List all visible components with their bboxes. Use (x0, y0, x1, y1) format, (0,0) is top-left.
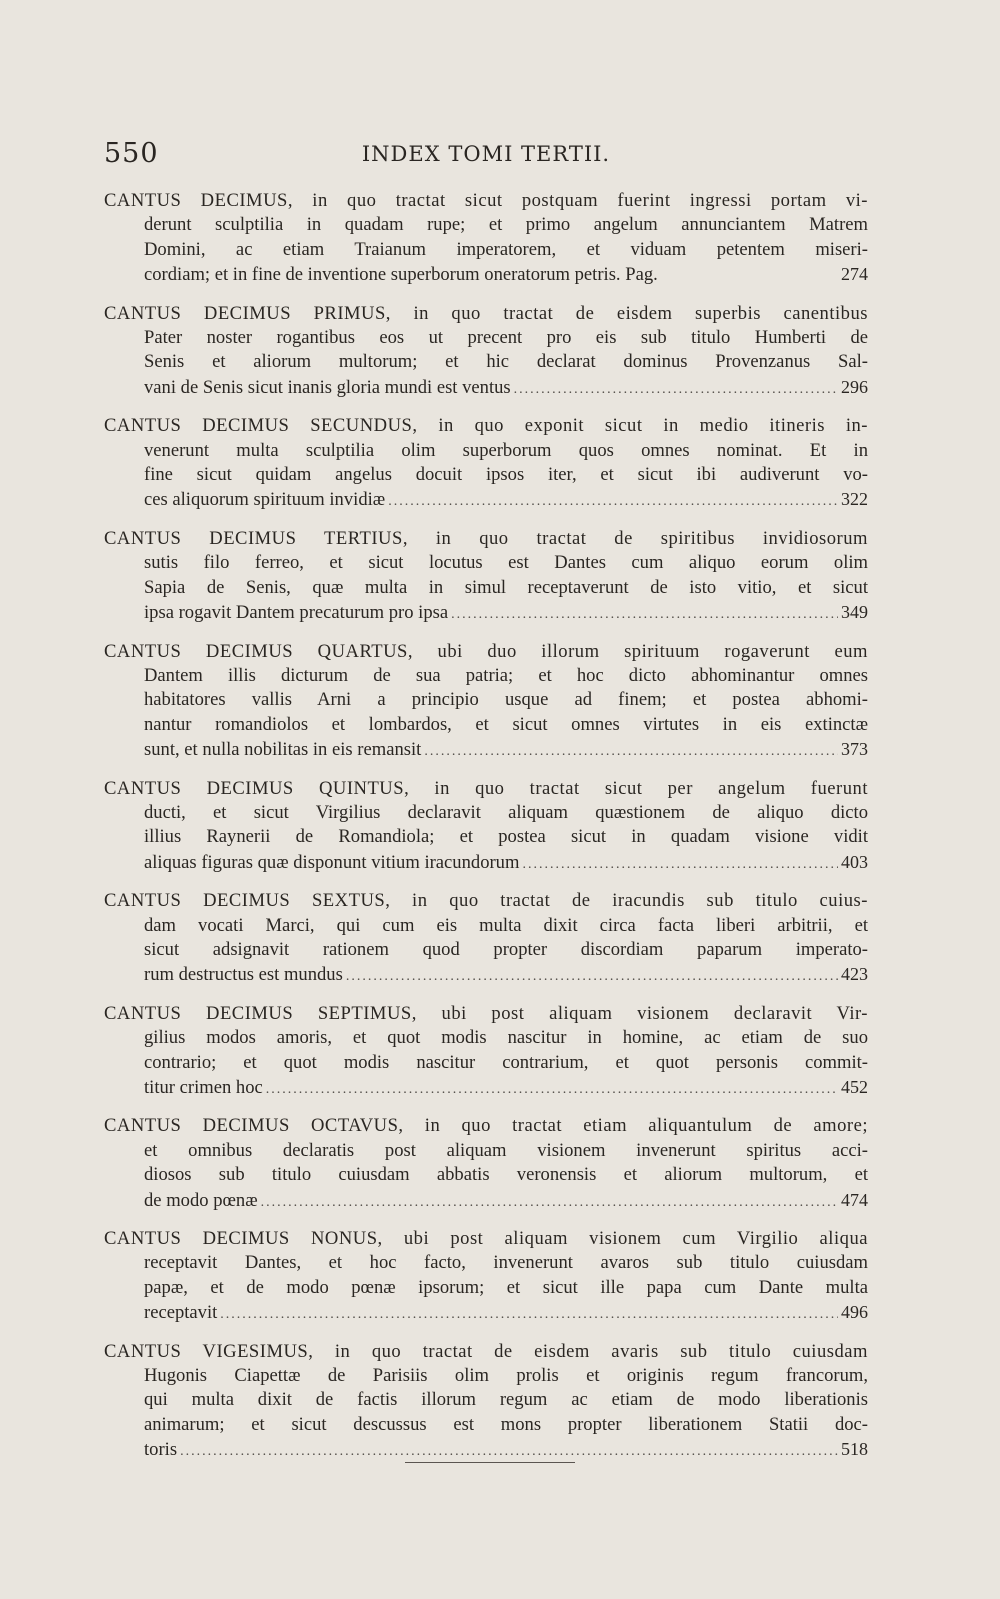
entry-heading-line: CANTUS DECIMUS OCTAVUS, in quo tractat etiam aliquantulum de amore; (104, 1115, 868, 1137)
index-entry (104, 777, 868, 878)
entry-page-ref: 349 (841, 602, 868, 623)
entry-last-line (104, 850, 868, 877)
entry-last-text: titur crimen hoc (144, 1077, 263, 1098)
entry-line: sicut adsignavit rationem quod propter discordiam paparum imperato- (144, 938, 868, 960)
entry-heading-line: CANTUS DECIMUS TERTIUS, in quo tractat de spiritibus invidiosorum (104, 527, 868, 549)
entry-line: animarum; et sicut descussus est mons propter liberationem Statii doc- (144, 1413, 868, 1435)
entry-heading-line: CANTUS DECIMUS QUARTUS, ubi duo illorum spirituum rogaverunt eum (104, 640, 868, 662)
index-entry (104, 889, 868, 990)
dot-leader (522, 853, 838, 877)
entry-line: sutis filo ferreo, et sicut locutus est Dantes cum aliquo eorum olim (144, 552, 868, 574)
entry-last-line (104, 262, 868, 289)
index-entry (104, 189, 868, 290)
entry-line: dam vocati Marci, qui cum eis multa dixit circa facta liberi arbitrii, et (144, 914, 868, 936)
entry-last-text: ipsa rogavit Dantem precaturum pro ipsa (144, 602, 449, 624)
entry-heading-line: CANTUS DECIMUS, in quo tractat sicut postquam fuerint ingressi portam vi- (104, 190, 868, 211)
entry-last-line (104, 1075, 868, 1102)
entry-line: derunt sculptilia in quadam rupe; et primo angelum annunciantem Matrem (144, 214, 868, 236)
entry-line: Pater noster rogantibus eos ut precent pro eis sub titulo Humberti de (144, 327, 868, 349)
entry-last-line (104, 737, 868, 764)
index-entry (104, 640, 868, 765)
entry-line: nantur romandiolos et lombardos, et sicut omnes virtutes in eis extinctæ (144, 713, 868, 735)
entry-line: fine sicut quidam angelus docuit ipsos iter, et sicut ibi audiverunt vo- (144, 464, 868, 486)
entry-last-line (104, 1188, 868, 1215)
entry-line: diosos sub titulo cuiusdam abbatis veronensis et aliorum multorum, et (144, 1164, 868, 1186)
index-entry (104, 1114, 868, 1215)
page-header (104, 138, 868, 172)
entry-heading-line: CANTUS DECIMUS NONUS, ubi post aliquam visionem cum Virgilio aliqua (104, 1228, 868, 1250)
dot-leader (388, 490, 838, 514)
entry-heading-line: CANTUS DECIMUS SEPTIMUS, ubi post aliquam visionem declaravit Vir- (104, 1002, 868, 1024)
entry-last-text: cordiam; et in fine de inventione superborum oneratorum petris. Pag. (144, 264, 658, 286)
index-entries (104, 189, 868, 1477)
entry-line: Dantem illis dicturum de sua patria; et hoc dicto abhominantur omnes (144, 664, 868, 686)
entry-line: contrario; et quot modis nascitur contrarium, et quot personis commit- (144, 1051, 868, 1073)
entry-line: et omnibus declaratis post aliquam visionem invenerunt spiritus acci- (144, 1139, 868, 1161)
entry-last-text: aliquas figuras quæ disponunt vitium iracundorum (144, 851, 520, 873)
entry-page-ref: 322 (841, 489, 868, 510)
entry-last-text: sunt, et nulla nobilitas in eis remansit (144, 739, 422, 761)
dot-leader (261, 1191, 838, 1215)
entry-page-ref: 373 (841, 739, 868, 760)
entry-last-text: rum destructus est mundus (144, 964, 343, 986)
entry-line: Domini, ac etiam Traianum imperatorem, et viduam petentem miseri- (144, 238, 868, 260)
entry-heading-line: CANTUS DECIMUS QUINTUS, in quo tractat sicut per angelum fuerunt (104, 777, 868, 799)
entry-page-ref: 452 (841, 1077, 868, 1097)
entry-last-text: receptavit (144, 1302, 218, 1324)
entry-page-ref: 474 (841, 1189, 868, 1210)
index-entry (104, 1227, 868, 1328)
entry-last-line (104, 962, 868, 989)
entry-last-line (104, 1437, 868, 1464)
entry-line: Hugonis Ciapettæ de Parisiis olim prolis et originis regum francorum, (144, 1365, 868, 1387)
entry-line: papæ, et de modo pœnæ ipsorum; et sicut ille papa cum Dante multa (144, 1276, 868, 1298)
dot-leader (514, 378, 838, 402)
entry-line: gilius modos amoris, et quot modis nascitur in homine, ac etiam de suo (144, 1027, 868, 1049)
entry-last-line (104, 600, 868, 627)
dot-leader (424, 740, 838, 764)
entry-last-text: de modo pœnæ (144, 1189, 258, 1211)
entry-page-ref: 518 (841, 1439, 868, 1460)
entry-heading-line: CANTUS VIGESIMUS, in quo tractat de eisdem avaris sub titulo cuiusdam (104, 1340, 868, 1362)
entry-last-text: toris (144, 1439, 178, 1461)
entry-line: illius Raynerii de Romandiola; et postea sicut in quadam visione vidit (144, 826, 868, 848)
entry-line: Senis et aliorum multorum; et hic declarat dominus Provenzanus Sal- (144, 351, 868, 373)
entry-line: ducti, et sicut Virgilius declaravit aliquam quæstionem de aliquo dicto (144, 801, 868, 823)
dot-leader (451, 603, 838, 627)
index-entry (104, 302, 868, 403)
dot-leader (346, 965, 838, 989)
entry-page-ref: 296 (841, 376, 868, 397)
entry-heading-line: CANTUS DECIMUS PRIMUS, in quo tractat de eisdem superbis canentibus (104, 302, 868, 324)
entry-page-ref: 403 (841, 851, 868, 872)
entry-last-line (104, 375, 868, 402)
entry-heading-line: CANTUS DECIMUS SEXTUS, in quo tractat de iracundis sub titulo cuius- (104, 890, 868, 912)
entry-line: receptavit Dantes, et hoc facto, invenerunt avaros sub titulo cuiusdam (144, 1252, 868, 1274)
entry-heading-line: CANTUS DECIMUS SECUNDUS, in quo exponit sicut in medio itineris in- (104, 415, 868, 437)
entry-page-ref: 423 (841, 964, 868, 985)
index-entry (104, 1340, 868, 1465)
entry-last-text: vani de Senis sicut inanis gloria mundi est ventus (144, 376, 511, 398)
entry-page-ref: 274 (841, 264, 868, 285)
index-entry (104, 1002, 868, 1103)
page-number: 550 (104, 138, 159, 169)
index-entry (104, 414, 868, 515)
index-entry (104, 527, 868, 628)
running-title: INDEX TOMI TERTII. (361, 142, 611, 166)
entry-last-line (104, 1300, 868, 1327)
dot-leader (220, 1303, 838, 1327)
entry-last-line (104, 487, 868, 514)
dot-leader (266, 1078, 838, 1102)
entry-line: Sapia de Senis, quæ multa in simul receptaverunt de isto vitio, et sicut (144, 576, 868, 598)
entry-line: qui multa dixit de factis illorum regum ac etiam de modo liberationis (144, 1389, 868, 1411)
entry-line: venerunt multa sculptilia olim superborum quos omnes nominat. Et in (144, 439, 868, 461)
entry-last-text: ces aliquorum spirituum invidiæ (144, 489, 386, 511)
entry-page-ref: 496 (841, 1302, 868, 1323)
closing-rule (405, 1462, 575, 1463)
entry-line: habitatores vallis Arni a principio usque ad finem; et postea abhomi- (144, 689, 868, 711)
